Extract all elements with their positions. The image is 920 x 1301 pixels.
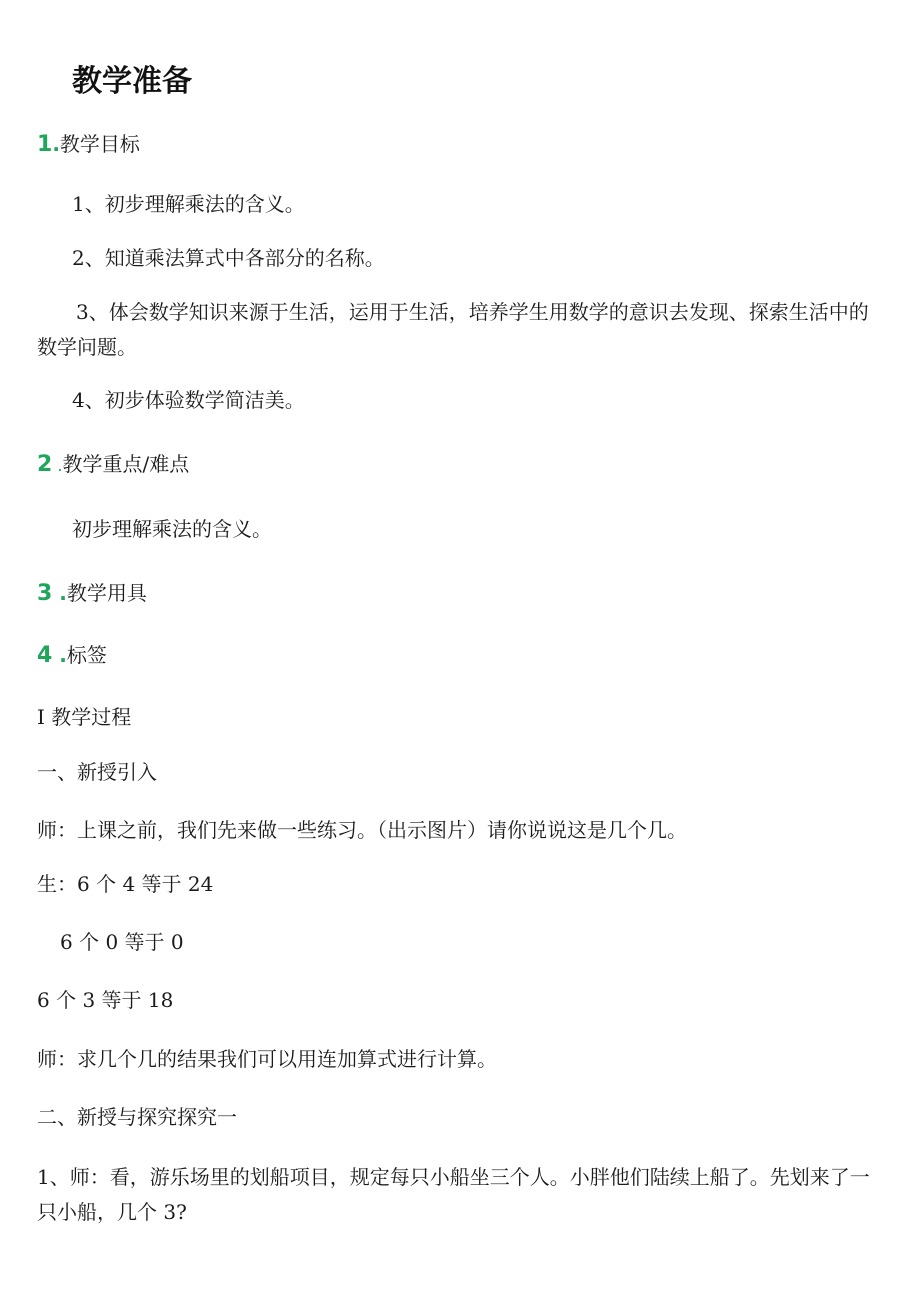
teacher-line-2: 师：求几个几的结果我们可以用连加算式进行计算。: [37, 1047, 497, 1071]
goal-item-2: 2、知道乘法算式中各部分的名称。: [72, 246, 385, 270]
section-separator: .: [52, 456, 63, 475]
section-separator: .: [52, 132, 60, 156]
process-heading: I 教学过程: [37, 705, 132, 729]
student-line-2: 6 个 0 等于 0: [60, 930, 184, 954]
section-label: 标签: [66, 643, 107, 667]
section-heading-2: [37, 452, 189, 478]
part-one-heading: 一、新授引入: [37, 760, 157, 784]
section-separator: .: [52, 643, 67, 667]
section-separator: .: [52, 581, 67, 605]
section-number: 4: [37, 643, 53, 668]
key-point-text: 初步理解乘法的含义。: [72, 517, 272, 541]
teacher-line-3: 1、师：看，游乐场里的划船项目，规定每只小船坐三个人。小胖他们陆续上船了。先划来了一只小船，几个 3?: [37, 1165, 870, 1224]
section-heading-4: [37, 643, 107, 668]
section-label: 教学用具: [66, 581, 147, 605]
section-label: 教学重点/难点: [62, 452, 190, 476]
goal-item-1: 1、初步理解乘法的含义。: [72, 192, 305, 216]
page-title: 教学准备: [72, 64, 192, 99]
section-heading-1: [37, 132, 140, 157]
part-two-heading: 二、新授与探究探究一: [37, 1105, 237, 1129]
section-number: 3: [37, 581, 53, 606]
student-line-3: 6 个 3 等于 18: [37, 988, 174, 1012]
goal-item-3: 3、体会数学知识来源于生活，运用于生活，培养学生用数学的意识去发现、探索生活中的数学问题。: [37, 300, 869, 359]
section-label: 教学目标: [59, 132, 140, 156]
section-number: 2: [37, 452, 53, 477]
section-number: 1: [37, 132, 53, 157]
teacher-line-1: 师：上课之前，我们先来做一些练习。（出示图片）请你说说这是几个几。: [37, 818, 687, 842]
section-heading-3: [37, 581, 147, 606]
student-line-1: 生：6 个 4 等于 24: [37, 872, 214, 896]
goal-item-4: 4、初步体验数学简洁美。: [72, 388, 305, 412]
